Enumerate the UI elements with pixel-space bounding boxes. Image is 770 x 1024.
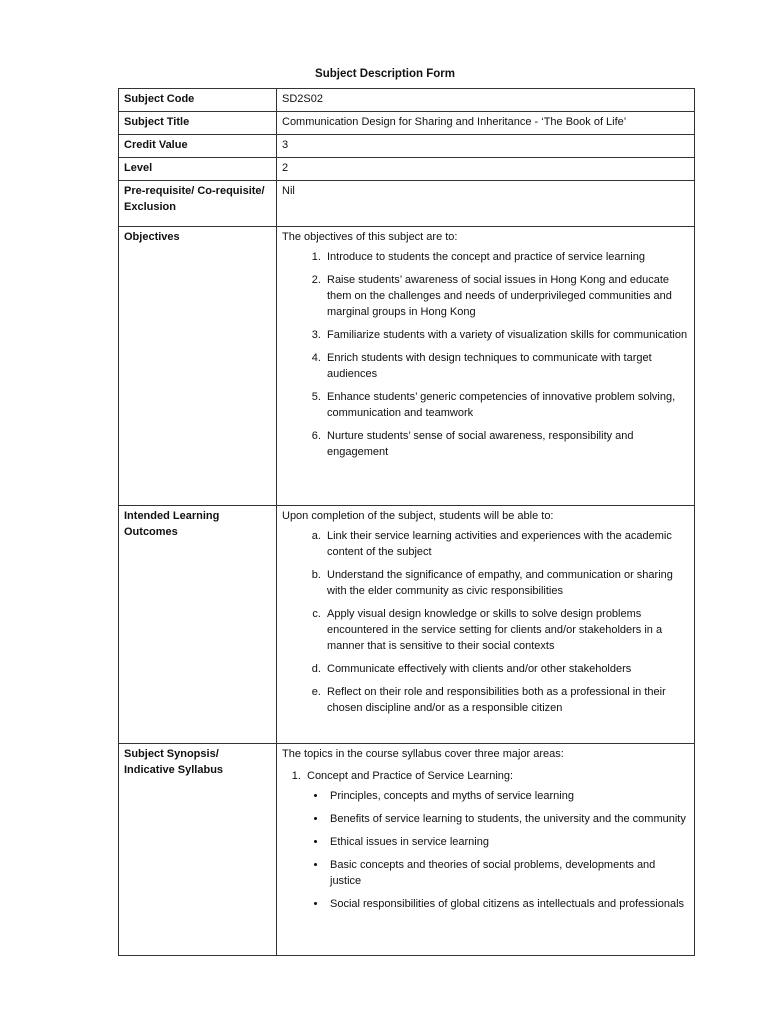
prerequisite-label: Pre-requisite/ Co-requisite/ Exclusion xyxy=(119,181,277,227)
synopsis-bullets xyxy=(307,788,689,912)
list-item: c. Apply visual design knowledge or skills to solve design problems encountered in the service setting for clients and/or stakeholders in a manner that is sensitive to their social contexts xyxy=(324,606,689,654)
list-item: • Principles, concepts and myths of service learning xyxy=(327,788,689,804)
list-item: b. Understand the significance of empathy, and communication or sharing with the elder community as civic responsibilities xyxy=(324,567,689,599)
subject-title-value: Communication Design for Sharing and Inheritance - ‘The Book of Life’ xyxy=(277,112,695,135)
objectives-intro: The objectives of this subject are to: xyxy=(282,231,458,243)
table-row xyxy=(119,112,695,135)
objectives-cell xyxy=(277,227,695,506)
outcomes-intro: Upon completion of the subject, students will be able to: xyxy=(282,510,554,522)
table-row xyxy=(119,89,695,112)
topic-title: Concept and Practice of Service Learning: xyxy=(307,770,514,782)
subject-code-value: SD2S02 xyxy=(277,89,695,112)
synopsis-label: Subject Synopsis/ Indicative Syllabus xyxy=(119,744,277,956)
objectives-label: Objectives xyxy=(119,227,277,506)
list-item: • Social responsibilities of global citizens as intellectuals and professionals xyxy=(327,896,689,912)
table-row xyxy=(119,744,695,956)
list-item: 5. Enhance students’ generic competencies of innovative problem solving, communication and teamwork xyxy=(324,389,689,421)
prerequisite-value: Nil xyxy=(277,181,695,227)
list-item: a. Link their service learning activities and experiences with the academic content of the subject xyxy=(324,528,689,560)
list-item: • Benefits of service learning to students, the university and the community xyxy=(327,811,689,827)
page-title: Subject Description Form xyxy=(315,68,455,80)
list-item: d. Communicate effectively with clients and/or other stakeholders xyxy=(324,661,689,677)
subject-description-table xyxy=(118,88,695,956)
table-row xyxy=(119,181,695,227)
outcomes-cell xyxy=(277,506,695,744)
credit-value-label: Credit Value xyxy=(119,135,277,158)
level-label: Level xyxy=(119,158,277,181)
subject-title-label: Subject Title xyxy=(119,112,277,135)
list-item: • Ethical issues in service learning xyxy=(327,834,689,850)
table-row xyxy=(119,158,695,181)
list-item: 1. Introduce to students the concept and practice of service learning xyxy=(324,249,689,265)
synopsis-intro: The topics in the course syllabus cover three major areas: xyxy=(282,748,564,760)
objectives-list xyxy=(282,249,689,460)
table-row xyxy=(119,135,695,158)
table-row xyxy=(119,506,695,744)
list-item: e. Reflect on their role and responsibilities both as a professional in their chosen discipline and/or as a responsible citizen xyxy=(324,684,689,716)
table-row xyxy=(119,227,695,506)
list-item: • Basic concepts and theories of social problems, developments and justice xyxy=(327,857,689,889)
list-item: 2. Raise students’ awareness of social issues in Hong Kong and educate them on the challenges and needs of underprivileged communities and marginal groups in Hong Kong xyxy=(324,272,689,320)
level-value: 2 xyxy=(277,158,695,181)
topic-item xyxy=(304,768,689,912)
outcomes-label: Intended Learning Outcomes xyxy=(119,506,277,744)
outcomes-list xyxy=(282,528,689,716)
list-item: 3. Familiarize students with a variety of visualization skills for communication xyxy=(324,327,689,343)
credit-value-value: 3 xyxy=(277,135,695,158)
subject-code-label: Subject Code xyxy=(119,89,277,112)
list-item: 6. Nurture students’ sense of social awareness, responsibility and engagement xyxy=(324,428,689,460)
synopsis-topics xyxy=(282,768,689,912)
list-item: 4. Enrich students with design techniques to communicate with target audiences xyxy=(324,350,689,382)
synopsis-cell xyxy=(277,744,695,956)
